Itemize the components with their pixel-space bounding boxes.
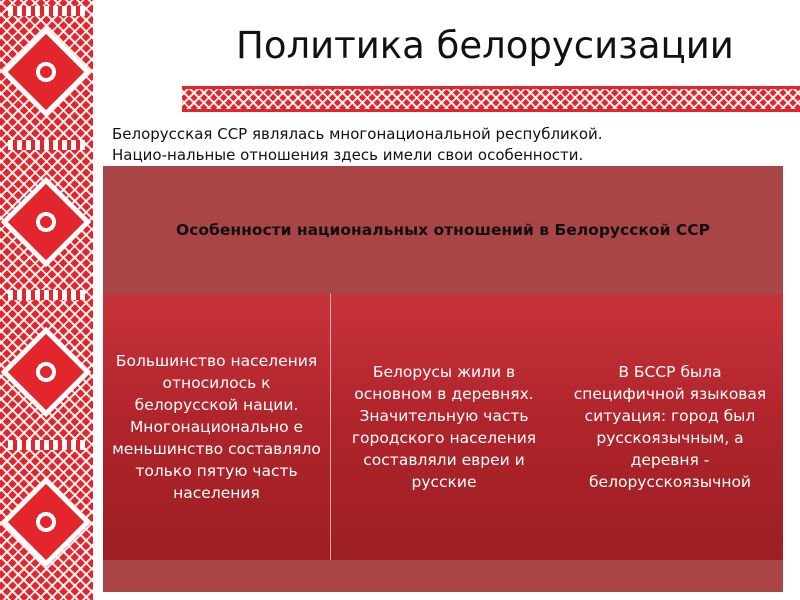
table-cell: Большинство населения относилось к белорусской нации. Многонационально е меньшинство составляло только пятую часть населения <box>103 294 331 560</box>
table-cell: В БССР была специфичной языковая ситуация: город был русскоязычным, а деревня - белорусскоязычной <box>573 363 767 491</box>
table-header <box>103 166 783 294</box>
intro-line: Нацио-нальные отношения здесь имели свои особенности. <box>112 146 584 164</box>
table-header-text: Особенности национальных отношений в Белорусской ССР <box>176 220 710 239</box>
ornament-top-band <box>182 86 800 112</box>
ornament-motif <box>1 477 92 568</box>
ornament-bar <box>8 140 85 150</box>
ornament-motif <box>1 177 92 268</box>
intro-line: Белорусская ССР являлась многонациональной республикой. <box>112 125 603 143</box>
ornament-bar <box>8 6 85 16</box>
table-body <box>103 294 783 560</box>
ornament-left-border <box>0 0 93 600</box>
slide-title: Политика белорусизации <box>236 24 734 67</box>
features-table <box>103 166 783 592</box>
ornament-motif <box>1 27 92 118</box>
table-footer-row <box>103 560 783 592</box>
ornament-bar <box>8 440 85 450</box>
intro-text <box>112 124 772 166</box>
table-cell: Белорусы жили в основном в деревнях. Значительную часть городского населения составляли евреи и русские <box>351 363 537 491</box>
ornament-bar <box>8 290 85 300</box>
ornament-motif <box>1 327 92 418</box>
